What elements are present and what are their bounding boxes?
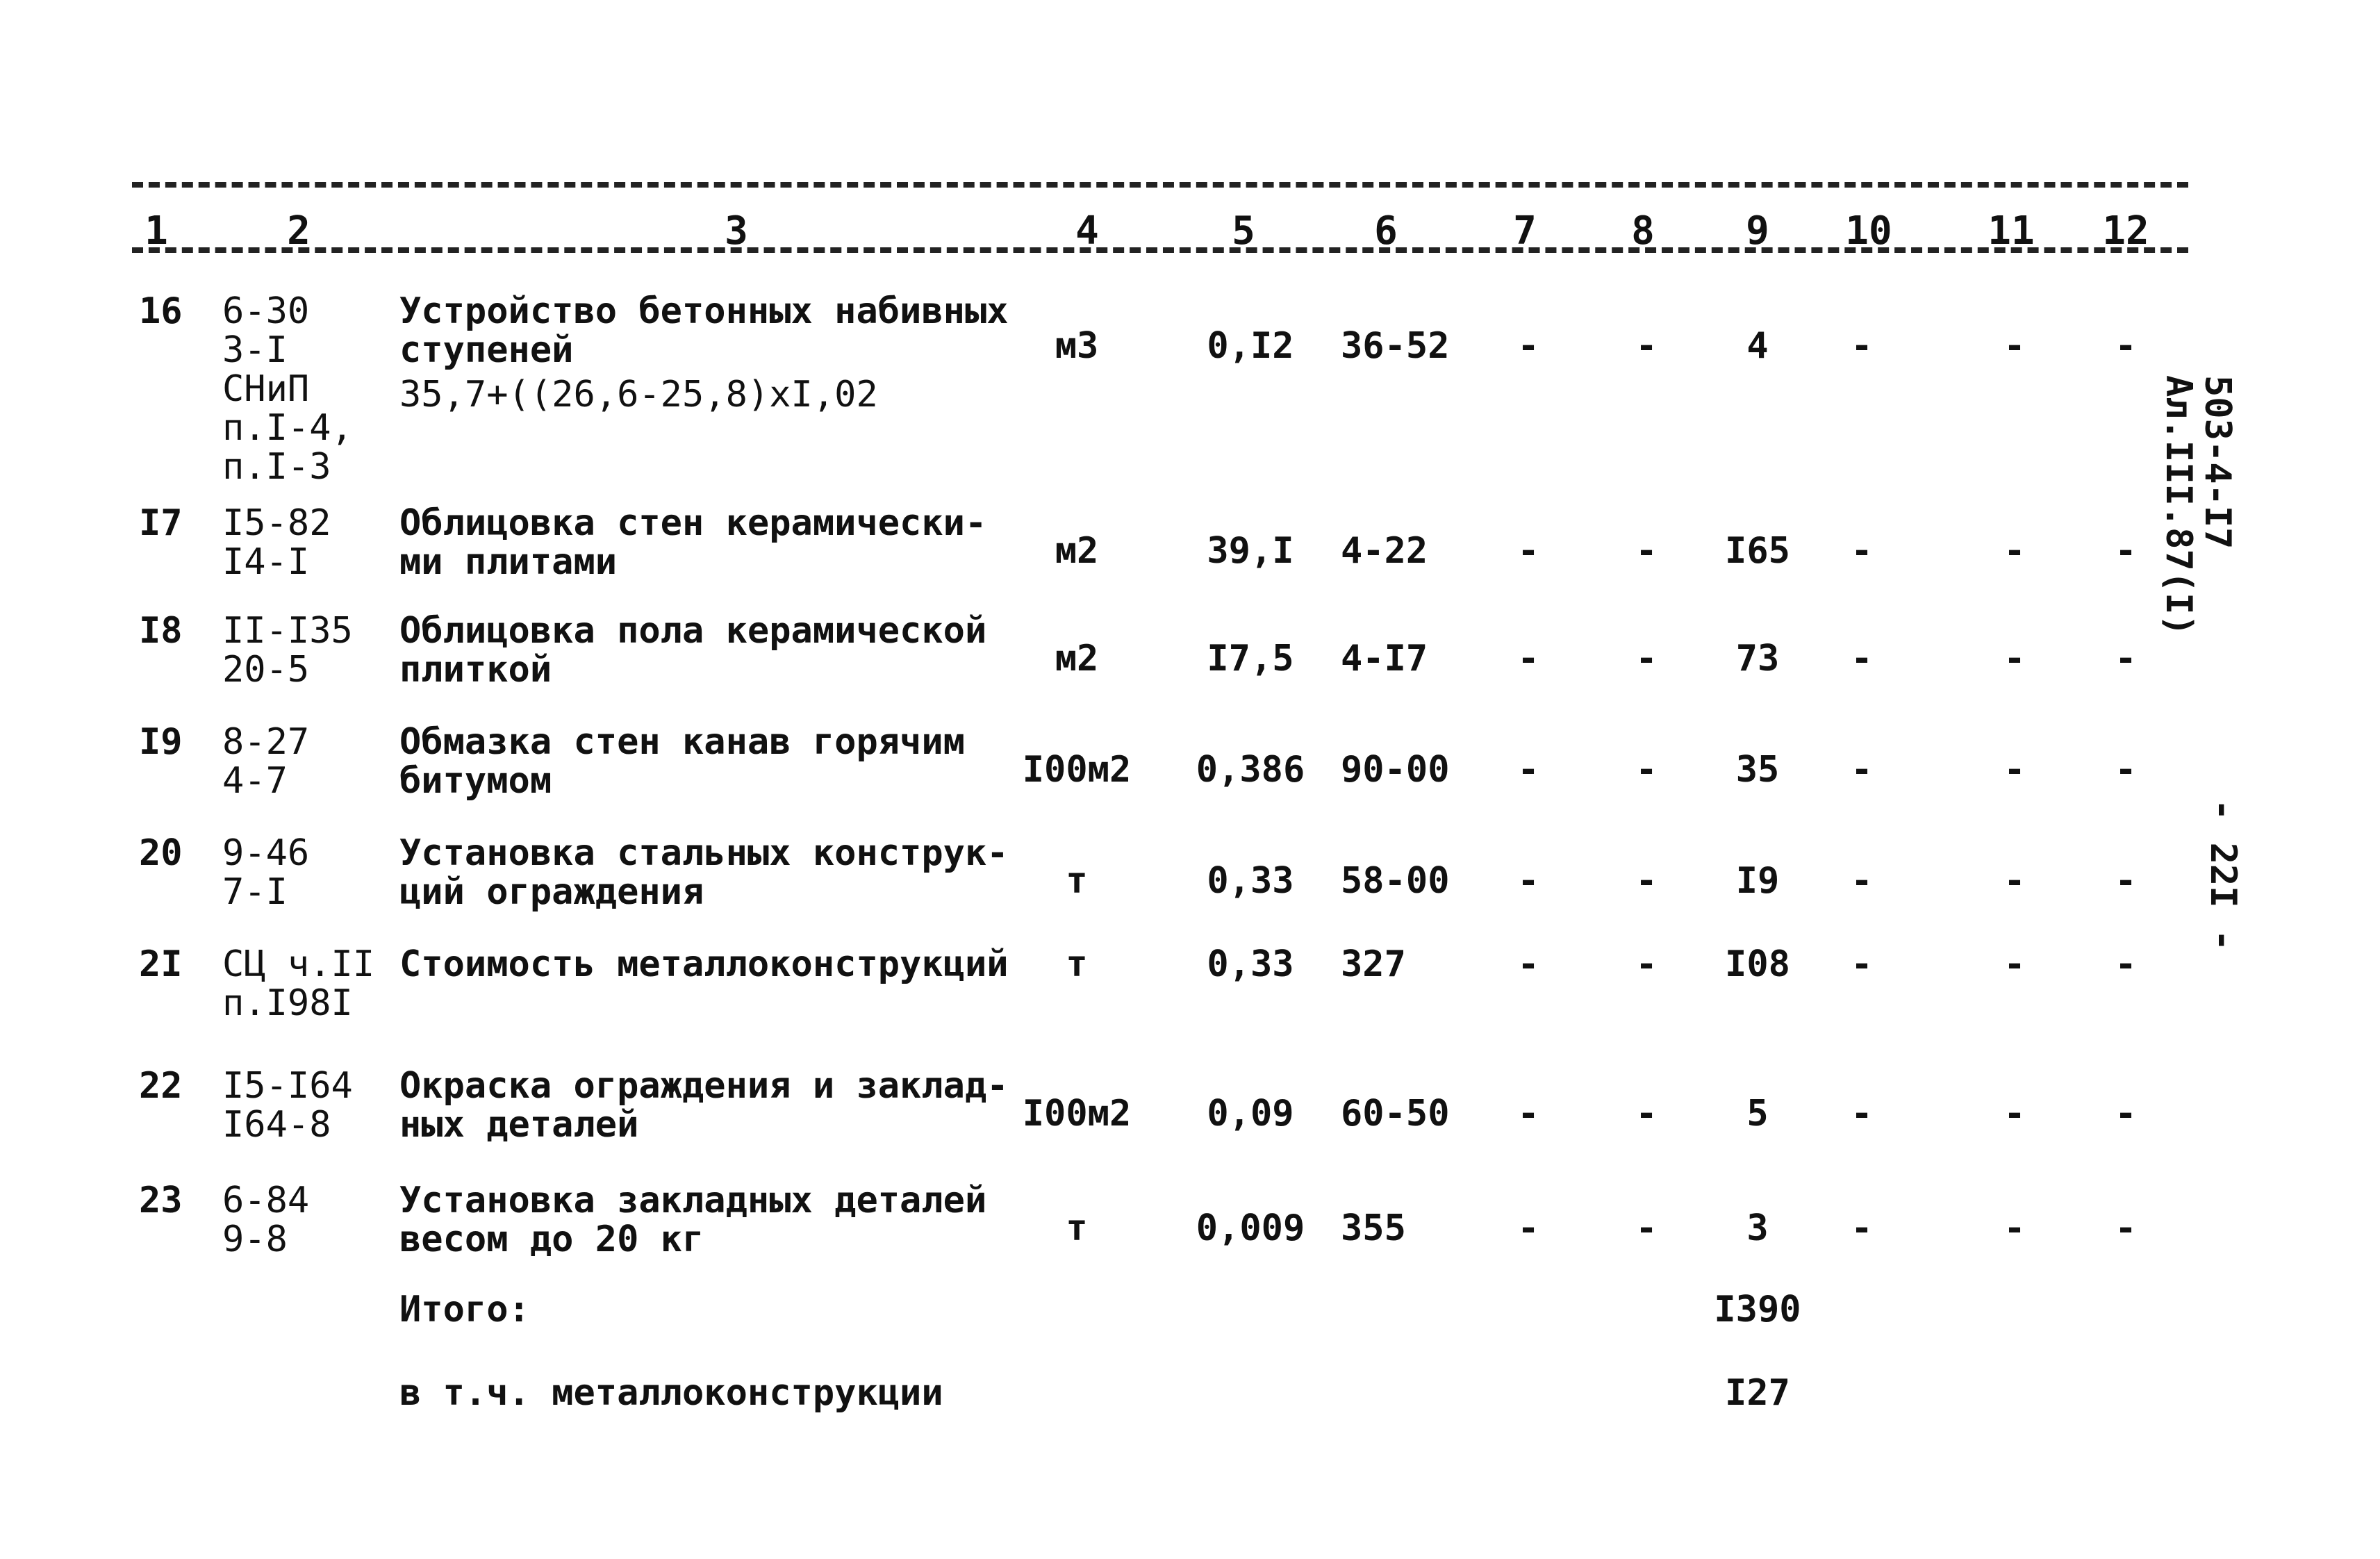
row-description: Устройство бетонных набивных ступеней (399, 290, 1009, 371)
row-col9: 4 (1746, 325, 1769, 367)
row-col12: - (2115, 1093, 2137, 1135)
row-col7: - (1517, 530, 1539, 572)
row-unit: I00м2 (1022, 1093, 1132, 1135)
row-col8: - (1635, 1093, 1658, 1135)
row-quantity: 0,33 (1207, 860, 1294, 902)
row-code: 8-27 4-7 (222, 721, 310, 802)
row-number: 23 (139, 1180, 183, 1221)
col-header-2: 2 (287, 208, 311, 254)
col-header-3: 3 (725, 208, 748, 254)
col-header-8: 8 (1631, 208, 1655, 254)
row-quantity: 0,386 (1196, 749, 1305, 791)
row-code: 6-30 3-I СНиП п.I-4, п.I-3 (222, 290, 353, 488)
row-col8: - (1635, 638, 1658, 679)
row-code: II-I35 20-5 (222, 610, 353, 691)
row-description: Установка закладных деталей весом до 20 кг (399, 1180, 987, 1260)
row-unit: м3 (1055, 325, 1099, 367)
row-unit: I00м2 (1022, 749, 1132, 791)
row-col7: - (1517, 943, 1539, 985)
col-header-4: 4 (1075, 208, 1099, 254)
row-col8: - (1635, 325, 1658, 367)
row-quantity: 0,I2 (1207, 325, 1294, 367)
row-col11: - (2003, 1093, 2026, 1135)
row-price: 60-50 (1341, 1093, 1450, 1135)
row-col10: - (1851, 943, 1873, 985)
row-col12: - (2115, 638, 2137, 679)
row-col8: - (1635, 530, 1658, 572)
row-col8: - (1635, 943, 1658, 985)
row-col7: - (1517, 638, 1539, 679)
col-header-11: 11 (1988, 208, 2035, 254)
row-col11: - (2003, 860, 2026, 902)
row-col12: - (2115, 530, 2137, 572)
col-header-6: 6 (1374, 208, 1398, 254)
col-header-7: 7 (1513, 208, 1537, 254)
row-col8: - (1635, 860, 1658, 902)
row-col10: - (1851, 860, 1873, 902)
col-header-10: 10 (1845, 208, 1892, 254)
metal-total-label: в т.ч. металлоконструкции (399, 1372, 943, 1414)
row-price: 4-22 (1341, 530, 1428, 572)
row-description: Обмазка стен канав горячим битумом (399, 721, 965, 802)
row-col11: - (2003, 638, 2026, 679)
row-price: 58-00 (1341, 860, 1450, 902)
row-col7: - (1517, 749, 1539, 791)
row-description: Окраска ограждения и заклад- ных деталей (399, 1065, 1009, 1146)
top-dash-rule (132, 182, 2188, 188)
row-code: I5-82 I4-I (222, 502, 331, 583)
row-col7: - (1517, 1207, 1539, 1249)
row-col11: - (2003, 530, 2026, 572)
col-header-12: 12 (2102, 208, 2149, 254)
row-quantity: 39,I (1207, 530, 1294, 572)
row-number: I7 (139, 502, 183, 544)
row-formula: 35,7+((26,6-25,8)xI,02 (399, 374, 878, 415)
row-col9: I65 (1725, 530, 1790, 572)
total-value: I390 (1714, 1289, 1801, 1330)
row-col11: - (2003, 1207, 2026, 1249)
total-label: Итого: (399, 1289, 530, 1330)
row-number: 2I (139, 943, 183, 985)
row-description: Установка стальных конструк- ций ограждения (399, 832, 1009, 913)
row-col12: - (2115, 325, 2137, 367)
header-dash-rule (132, 247, 2188, 253)
row-col10: - (1851, 638, 1873, 679)
row-price: 90-00 (1341, 749, 1450, 791)
row-description: Стоимость металлоконструкций (399, 943, 1009, 985)
row-col9: I08 (1725, 943, 1790, 985)
row-description: Облицовка пола керамической плиткой (399, 610, 987, 691)
row-col8: - (1635, 1207, 1658, 1249)
row-col7: - (1517, 1093, 1539, 1135)
row-quantity: 0,33 (1207, 943, 1294, 985)
row-col12: - (2115, 860, 2137, 902)
row-col11: - (2003, 325, 2026, 367)
row-quantity: 0,09 (1207, 1093, 1294, 1135)
row-number: 20 (139, 832, 183, 874)
side-doc-code: 503-4-I7 Ал.III.87(I) (2158, 375, 2238, 636)
row-col8: - (1635, 749, 1658, 791)
row-code: 6-84 9-8 (222, 1180, 310, 1260)
row-col7: - (1517, 860, 1539, 902)
row-col12: - (2115, 749, 2137, 791)
col-header-1: 1 (144, 208, 168, 254)
side-page-number: - 22I - (2202, 799, 2244, 952)
row-number: I8 (139, 610, 183, 652)
row-number: 16 (139, 290, 183, 332)
row-col10: - (1851, 1207, 1873, 1249)
row-number: I9 (139, 721, 183, 763)
row-unit: т (1066, 860, 1088, 902)
row-price: 36-52 (1341, 325, 1450, 367)
row-unit: м2 (1055, 638, 1099, 679)
row-quantity: 0,009 (1196, 1207, 1305, 1249)
row-col10: - (1851, 530, 1873, 572)
row-price: 355 (1341, 1207, 1406, 1249)
row-col11: - (2003, 749, 2026, 791)
col-header-5: 5 (1232, 208, 1255, 254)
row-col10: - (1851, 325, 1873, 367)
row-col7: - (1517, 325, 1539, 367)
row-col9: 73 (1735, 638, 1780, 679)
row-unit: м2 (1055, 530, 1099, 572)
col-header-9: 9 (1746, 208, 1769, 254)
metal-total-value: I27 (1725, 1372, 1790, 1414)
row-col9: 35 (1735, 749, 1780, 791)
row-code: СЦ ч.II п.I98I (222, 943, 375, 1024)
row-unit: т (1066, 1207, 1088, 1249)
row-col12: - (2115, 1207, 2137, 1249)
row-quantity: I7,5 (1207, 638, 1294, 679)
row-col9: 5 (1746, 1093, 1769, 1135)
row-description: Облицовка стен керамически- ми плитами (399, 502, 987, 583)
row-unit: т (1066, 943, 1088, 985)
row-col10: - (1851, 749, 1873, 791)
row-price: 327 (1341, 943, 1406, 985)
row-price: 4-I7 (1341, 638, 1428, 679)
row-code: I5-I64 I64-8 (222, 1065, 353, 1146)
row-code: 9-46 7-I (222, 832, 310, 913)
row-col10: - (1851, 1093, 1873, 1135)
row-col9: I9 (1735, 860, 1780, 902)
row-col11: - (2003, 943, 2026, 985)
row-number: 22 (139, 1065, 183, 1107)
row-col12: - (2115, 943, 2137, 985)
row-col9: 3 (1746, 1207, 1769, 1249)
